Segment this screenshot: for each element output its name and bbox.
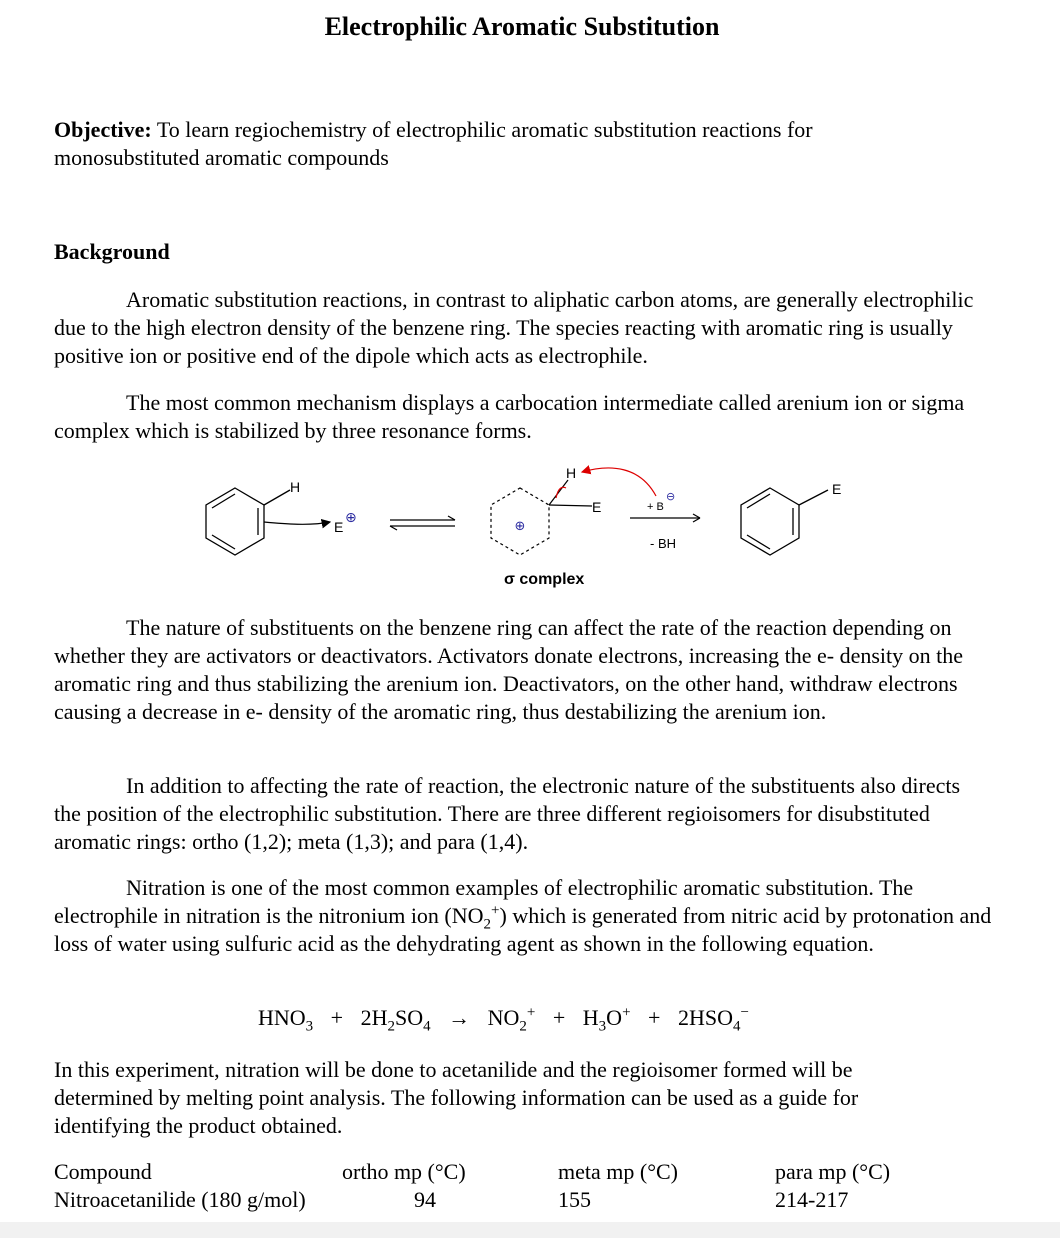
sigma-complex-charge: ⊕ (514, 518, 526, 533)
table-header-compound: Compound (54, 1159, 152, 1184)
background-paragraph-4: In addition to affecting the rate of reaction, the electronic nature of the substituents also directs the position of the electrophilic substitution. There are three different regioisomers for disubstituted aromatic rings: ortho (1,2); meta (1,3); and para (1,4). (54, 773, 961, 854)
table-cell-ortho: 94 (414, 1187, 436, 1212)
reaction-mechanism-diagram (190, 458, 710, 593)
table-header-para: para mp (°C) (775, 1159, 891, 1184)
objective-label: Objective: (54, 117, 152, 142)
deprotonation-arrow (582, 468, 656, 496)
objective-paragraph (54, 116, 914, 172)
background-paragraph-5 (54, 874, 999, 958)
base-charge: ⊖ (666, 491, 676, 503)
table-header-meta: meta mp (°C) (558, 1159, 678, 1184)
background-paragraph-1: Aromatic substitution reactions, in contrast to aliphatic carbon atoms, are generally electrophilic due to the high electron density of the benzene ring. The species reacting with aromatic ring is usually positive ion or positive end of the dipole which acts as electrophile. (54, 287, 974, 368)
eq-plus-2: + (552, 1005, 566, 1030)
sigma-electrophile-label: E (592, 499, 602, 515)
eq-hso4: $2HSO_4^-$ (677, 1004, 749, 1035)
eq-no2: $NO_2^+$ (487, 1004, 536, 1035)
table-cell-para: 214-217 (775, 1187, 849, 1212)
electrophile-attack-arrow (264, 522, 330, 524)
equilibrium-arrow (390, 516, 455, 530)
eq-plus-3: + (648, 1005, 661, 1030)
table-header-ortho: ortho mp (°C) (342, 1159, 466, 1184)
electrophile-charge: ⊕ (345, 509, 357, 525)
sigma-complex-label: σ complex (504, 571, 585, 588)
table-cell-meta: 155 (558, 1187, 591, 1212)
minus-bh-label: - BH (650, 536, 676, 551)
p5-no2-subscript: 2 (483, 916, 492, 933)
background-heading: Background (54, 239, 170, 264)
background-paragraph-3: The nature of substituents on the benzene ring can affect the rate of the reaction depending on whether they are activators or deactivators. Activators donate electrons, increasing the e- density on the aromatic ring and thus stabilizing the arenium ion. Deactivators, on the other hand, withdraw electrons causing a decrease in e- density of the aromatic ring, thus destabilizing the arenium ion. (54, 615, 963, 724)
reactant-hydrogen-label: H (290, 479, 301, 495)
eq-arrow: → (448, 1005, 471, 1030)
forward-reaction-arrow (630, 514, 700, 522)
eq-plus-1: + (330, 1005, 344, 1030)
background-paragraph-6: In this experiment, nitration will be done to acetanilide and the regioisomer formed will be determined by melting point analysis. The following information can be used as a guide for identifying the product obtained. (54, 1057, 859, 1138)
electrophile-label: E (334, 519, 344, 535)
nitration-equation (258, 1004, 749, 1035)
eq-h2so4: $2H_2SO_4$ (360, 1005, 431, 1035)
product-electrophile-label: E (832, 481, 842, 497)
sigma-hydrogen-label: H (566, 465, 577, 481)
base-label: + B (647, 501, 664, 513)
bottom-scroll-area (0, 1222, 1060, 1238)
page-title: Electrophilic Aromatic Substitution (324, 12, 720, 41)
p5-text-pre: Nitration is one of the most common examples of electrophilic aromatic substitution. The electrophile in nitration is the nitronium ion (NO (54, 875, 914, 928)
benzene-reactant (206, 488, 290, 555)
sigma-complex-ring (491, 480, 592, 555)
benzene-product (730, 470, 860, 580)
p5-text-post: ) which is generated from nitric acid by protonation and loss of water using sulfuric acid as the dehydrating agent as shown in the following equation. (54, 903, 992, 956)
objective-text: To learn regiochemistry of electrophilic aromatic substitution reactions for monosubstituted aromatic compounds (54, 117, 813, 170)
background-paragraph-2: The most common mechanism displays a carbocation intermediate called arenium ion or sigma complex which is stabilized by three resonance forms. (54, 390, 965, 443)
eq-h3o: $H_3O^+$ (582, 1004, 631, 1035)
table-cell-compound: Nitroacetanilide (180 g/mol) (54, 1187, 306, 1212)
eq-hno3: $HNO_3$ (258, 1005, 314, 1035)
p5-no2-superscript: + (491, 902, 500, 919)
